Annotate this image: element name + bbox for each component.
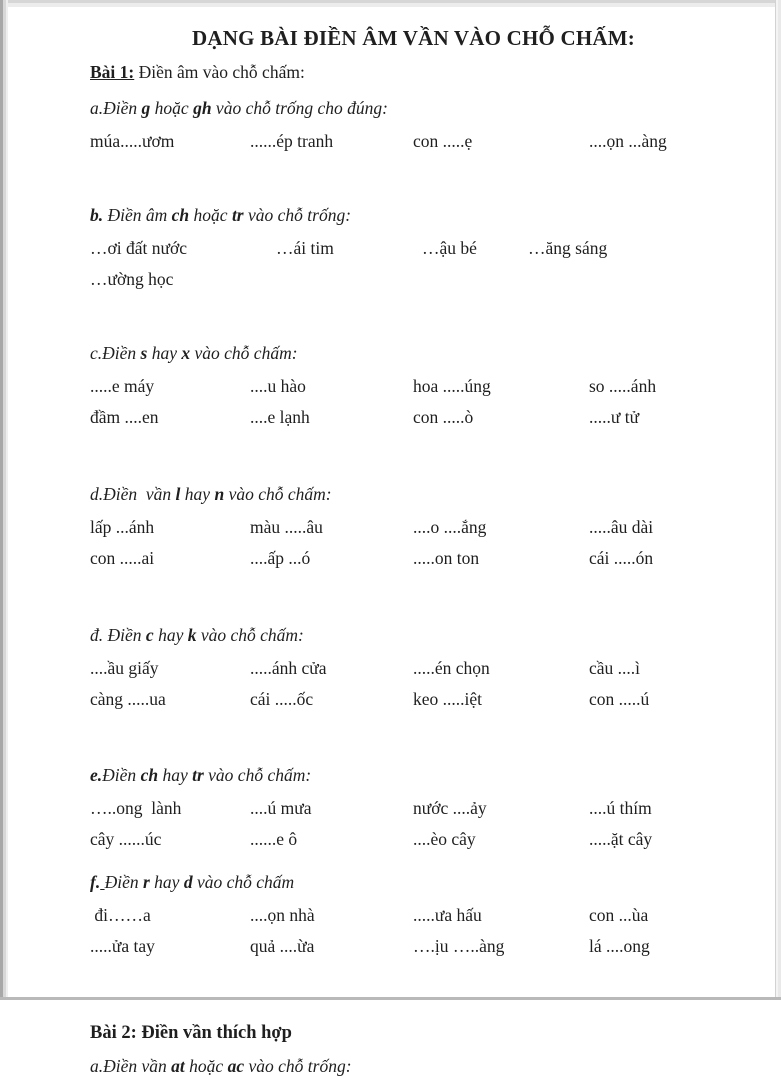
fill-blank-item: con .....ò	[413, 407, 474, 427]
heading-part: a.Điền	[90, 98, 142, 118]
exercise-2-title: Bài 2: Điền vần thích hợp	[90, 1023, 292, 1043]
section-e-heading	[90, 764, 701, 786]
blank-row	[90, 402, 701, 433]
fill-blank-item: .....ưa hấu	[413, 905, 482, 925]
fill-blank-item: ....u hào	[250, 376, 306, 396]
heading-part: a.Điền vần	[90, 1056, 172, 1076]
heading-part: vào chỗ chấm:	[224, 484, 332, 504]
section-a	[90, 97, 701, 157]
blank-row	[90, 126, 701, 157]
section-b	[90, 204, 701, 295]
fill-blank-item	[528, 264, 701, 295]
section-d-heading	[90, 483, 701, 505]
heading-part: hay	[158, 765, 193, 785]
heading-part: tr	[192, 765, 204, 785]
fill-blank-item: ....o ....ắng	[413, 517, 487, 537]
exercise-1-label: Bài 1:	[90, 62, 135, 82]
fill-blank-item: hoa .....úng	[413, 376, 491, 396]
fill-blank-item: cái .....ốc	[250, 689, 314, 709]
fill-blank-item: .....ánh cửa	[250, 658, 327, 678]
fill-blank-item	[422, 264, 528, 295]
fill-blank-item: con ...ùa	[589, 905, 649, 925]
fill-blank-item: ....ọn nhà	[250, 905, 315, 925]
section-a-heading	[90, 97, 701, 119]
fill-blank-item: .....ửa tay	[90, 936, 155, 956]
blank-row	[90, 512, 701, 543]
page-title: DẠNG BÀI ĐIỀN ÂM VẦN VÀO CHỖ CHẤM:	[192, 26, 635, 50]
exercise-1-lead	[90, 60, 701, 84]
fill-blank-item: …ái tim	[276, 238, 334, 258]
fill-blank-item: cầu ....ì	[589, 658, 641, 678]
heading-part: vào chỗ chấm:	[190, 343, 298, 363]
fill-blank-item: ......e ô	[250, 829, 298, 849]
blank-row	[90, 900, 701, 931]
fill-blank-item: …ơi đất nước	[90, 238, 188, 258]
scan-edge-right	[775, 0, 781, 1000]
fill-blank-item: …ậu bé	[422, 238, 477, 258]
blank-row	[90, 793, 701, 824]
fill-blank-item: càng .....ua	[90, 689, 166, 709]
section-f	[90, 871, 701, 962]
fill-blank-item: ....ú mưa	[250, 798, 312, 818]
heading-part: ch	[171, 205, 190, 225]
heading-part: hoặc	[189, 205, 232, 225]
blank-row	[90, 931, 701, 962]
fill-blank-item: đi……a	[90, 905, 151, 925]
fill-blank-item: ....ú thím	[589, 798, 652, 818]
section-dd	[90, 624, 701, 715]
heading-part: d	[183, 872, 193, 892]
heading-part: gh	[193, 98, 212, 118]
fill-blank-item: lấp ...ánh	[90, 517, 155, 537]
blank-row	[90, 543, 701, 574]
fill-blank-item: ......ép tranh	[250, 131, 334, 151]
heading-part: x	[181, 343, 191, 363]
heading-part: vào chỗ chấm:	[196, 625, 304, 645]
fill-blank-item: đầm ....en	[90, 407, 159, 427]
fill-blank-item: màu .....âu	[250, 517, 323, 537]
blank-row	[90, 233, 701, 264]
heading-part: hay	[180, 484, 215, 504]
fill-blank-item: .....e máy	[90, 376, 155, 396]
heading-part: hoặc	[184, 1056, 228, 1076]
fill-blank-item	[276, 264, 422, 295]
fill-blank-item: ….ịu …..àng	[413, 936, 505, 956]
scan-edge-top	[8, 0, 781, 7]
heading-part: Điền	[102, 765, 141, 785]
scan-edge-left	[0, 0, 8, 1000]
fill-blank-item: ....ầu giấy	[90, 658, 159, 678]
heading-part: hay	[153, 625, 188, 645]
heading-part: r	[142, 872, 150, 892]
heading-part: ac	[227, 1056, 245, 1076]
section-b-heading	[90, 204, 701, 226]
blank-row	[90, 684, 701, 715]
fill-blank-item: .....âu dài	[589, 517, 654, 537]
heading-part: vào chỗ trống:	[244, 1056, 352, 1076]
fill-blank-item: ....èo cây	[413, 829, 476, 849]
heading-part: s	[140, 343, 148, 363]
heading-part: ch	[140, 765, 159, 785]
heading-part: c.Điền	[90, 343, 141, 363]
fill-blank-item: múa.....ươm	[90, 131, 175, 151]
fill-blank-item: ....e lạnh	[250, 407, 310, 427]
fill-blank-item: so .....ánh	[589, 376, 657, 396]
exercise-1-instruction: Điền âm vào chỗ chấm:	[134, 62, 305, 82]
fill-blank-item: lá ....ong	[589, 936, 650, 956]
blank-row	[90, 653, 701, 684]
fill-blank-item: .....on ton	[413, 548, 480, 568]
blank-row	[90, 264, 701, 295]
fill-blank-item: ....ọn ...àng	[589, 131, 667, 151]
heading-part: vào chỗ trống:	[243, 205, 352, 225]
fill-blank-item: keo .....iệt	[413, 689, 483, 709]
section-e	[90, 764, 701, 855]
blank-row	[90, 371, 701, 402]
heading-part: hay	[149, 872, 184, 892]
fill-blank-item: …ăng sáng	[528, 238, 608, 258]
fill-blank-item: con .....ai	[90, 548, 155, 568]
heading-part: đ. Điền	[90, 625, 146, 645]
fill-blank-item: …ường học	[90, 269, 174, 289]
heading-part: Điền	[104, 872, 143, 892]
heading-part: at	[171, 1056, 185, 1076]
sections	[90, 97, 701, 962]
section-dd-heading	[90, 624, 701, 646]
blank-row	[90, 824, 701, 855]
heading-part: vào chỗ chấm	[192, 872, 295, 892]
fill-blank-item: quả ....ừa	[250, 936, 315, 956]
fill-blank-item: ....ấp ...ó	[250, 548, 311, 568]
heading-part: Điền âm	[107, 205, 172, 225]
heading-part: c	[145, 625, 154, 645]
section-c	[90, 342, 701, 433]
heading-part: vào chỗ trống cho đúng:	[211, 98, 388, 118]
fill-blank-item: …..ong lành	[90, 798, 182, 818]
heading-part: hay	[147, 343, 182, 363]
heading-part: d.Điền vần	[90, 484, 176, 504]
fill-blank-item: cây ......úc	[90, 829, 162, 849]
fill-blank-item: .....ư tử	[589, 407, 640, 427]
fill-blank-item: con .....ú	[589, 689, 650, 709]
heading-part: tr	[231, 205, 244, 225]
heading-part: vào chỗ chấm:	[203, 765, 312, 785]
fill-blank-item: .....ặt cây	[589, 829, 653, 849]
heading-part: hoặc	[150, 98, 194, 118]
heading-part: l	[175, 484, 181, 504]
section-f-heading	[90, 871, 701, 893]
heading-part: b.	[90, 205, 108, 225]
heading-part: n	[214, 484, 225, 504]
section-c-heading	[90, 342, 701, 364]
fill-blank-item: .....én chọn	[413, 658, 490, 678]
section-d	[90, 483, 701, 574]
fill-blank-item: cái .....ón	[589, 548, 654, 568]
fill-blank-item: con .....ẹ	[413, 131, 473, 151]
heading-part: g	[141, 98, 151, 118]
exercise-2a-heading	[90, 1055, 701, 1077]
heading-part: k	[187, 625, 197, 645]
heading-part: f.	[90, 872, 101, 892]
heading-part: e.	[90, 765, 103, 785]
fill-blank-item: nước ....ảy	[413, 798, 487, 818]
